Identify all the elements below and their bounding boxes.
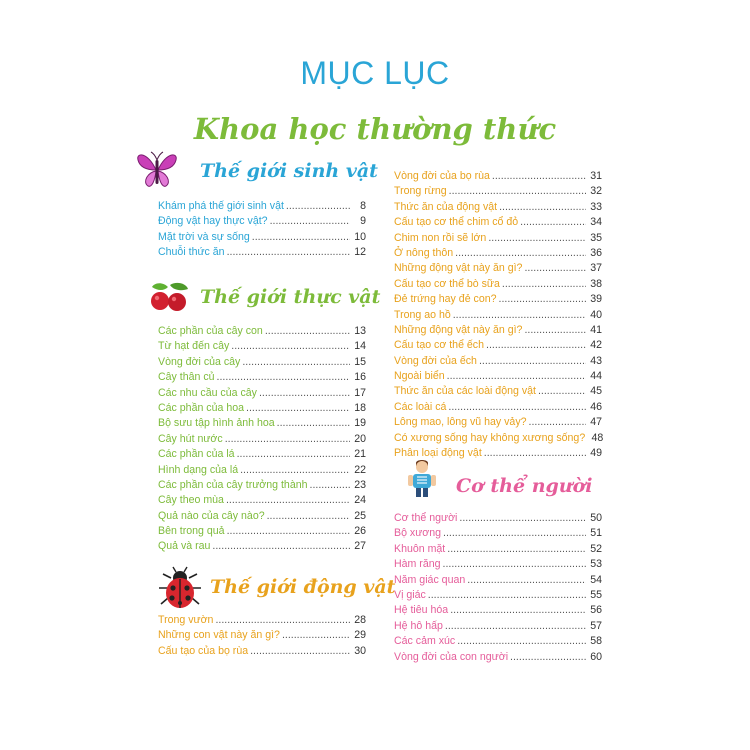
toc-leader-dots xyxy=(459,511,586,526)
toc-entry-page: 24 xyxy=(354,494,366,507)
toc-entry-label: Trong rừng xyxy=(394,185,447,198)
toc-leader-dots xyxy=(443,557,586,572)
toc-entry-page: 30 xyxy=(354,644,366,657)
toc-entry-page: 34 xyxy=(590,216,602,229)
toc-entry-label: Hệ tiêu hóa xyxy=(394,604,449,617)
toc-entry xyxy=(158,245,366,260)
toc-entry xyxy=(394,431,602,446)
toc-entry-page: 48 xyxy=(591,431,604,444)
toc-entry xyxy=(394,400,602,415)
toc-leader-dots xyxy=(467,573,586,588)
toc-entry-page: 57 xyxy=(590,619,602,632)
toc-entry xyxy=(158,355,366,370)
toc-entry-label: Cấu tạo của bọ rùa xyxy=(158,644,249,657)
toc-entry-page: 20 xyxy=(354,432,366,445)
section-heading-sinh-vat: Thế giới sinh vật xyxy=(200,160,378,182)
toc-entry-page: 17 xyxy=(354,386,366,399)
butterfly-icon xyxy=(134,150,180,190)
toc-entry-label: Những con vật này ăn gì? xyxy=(158,629,280,642)
toc-leader-dots xyxy=(237,447,350,462)
toc-entry xyxy=(158,432,366,447)
toc-entry-label: Động vật hay thực vật? xyxy=(158,215,268,228)
toc-leader-dots xyxy=(486,338,586,353)
toc-entry-label: Hình dạng của lá xyxy=(158,463,239,476)
toc-entry-page: 49 xyxy=(590,447,602,460)
toc-entry-page: 31 xyxy=(590,170,602,182)
toc-entry xyxy=(394,603,602,618)
toc-entry-page: 36 xyxy=(590,246,602,259)
toc-leader-dots xyxy=(225,432,350,447)
toc-entry-label: Hàm răng xyxy=(394,558,441,571)
toc-entry xyxy=(394,231,602,246)
toc-entry xyxy=(158,613,366,628)
toc-entry-page: 22 xyxy=(354,463,366,476)
toc-entry xyxy=(158,447,366,462)
toc-leader-dots xyxy=(538,384,586,399)
toc-entry-page: 12 xyxy=(354,246,366,259)
toc-entry xyxy=(394,246,602,261)
toc-entry-label: Khám phá thế giới sinh vật xyxy=(158,200,284,212)
toc-entry-label: Thức ăn của động vật xyxy=(394,200,498,213)
toc-entry xyxy=(158,386,366,401)
toc-leader-dots xyxy=(447,542,586,557)
toc-entry xyxy=(394,384,602,399)
toc-entry-page: 45 xyxy=(590,385,602,398)
toc-entry xyxy=(394,184,602,199)
human-body-icon xyxy=(404,458,440,498)
toc-entry-label: Chuỗi thức ăn xyxy=(158,246,225,259)
toc-entry-label: Ngoài biển xyxy=(394,370,445,383)
toc-entry-label: Chim non rồi sẽ lớn xyxy=(394,231,487,244)
toc-entry-page: 8 xyxy=(360,200,366,212)
toc-leader-dots xyxy=(267,509,350,524)
toc-leader-dots xyxy=(242,355,350,370)
toc-entry xyxy=(158,644,366,659)
toc-entry-page: 42 xyxy=(590,339,602,352)
toc-entry-page: 54 xyxy=(590,573,602,586)
ladybug-icon xyxy=(157,566,203,612)
toc-entry-page: 19 xyxy=(354,417,366,430)
toc-leader-dots xyxy=(240,463,350,478)
toc-entry xyxy=(158,493,366,508)
toc-entry xyxy=(394,588,602,603)
toc-leader-dots xyxy=(226,493,350,508)
toc-entry-label: Vị giác xyxy=(394,588,426,601)
toc-leader-dots xyxy=(265,324,350,339)
toc-entry-page: 33 xyxy=(590,200,602,213)
toc-entry-label: Khuôn mặt xyxy=(394,542,446,555)
toc-entry-label: Lông mao, lông vũ hay vảy? xyxy=(394,416,527,429)
toc-entry-label: Các phần của hoa xyxy=(158,401,244,414)
toc-leader-dots xyxy=(524,323,586,338)
toc-leader-dots xyxy=(457,634,586,649)
toc-leader-dots xyxy=(217,370,350,385)
toc-entry-page: 37 xyxy=(590,262,602,275)
toc-entry-page: 21 xyxy=(354,448,366,461)
toc-entry-page: 58 xyxy=(590,635,602,648)
toc-entry-label: Hệ hô hấp xyxy=(394,619,443,632)
toc-entry-page: 53 xyxy=(590,558,602,571)
toc-entry-label: Quả và rau xyxy=(158,540,211,553)
toc-leader-dots xyxy=(520,215,586,230)
toc-entry-label: Các phần của lá xyxy=(158,448,235,461)
toc-entry-page: 56 xyxy=(590,604,602,617)
toc-entry-label: Các loài cá xyxy=(394,400,447,413)
toc-leader-dots xyxy=(499,200,586,215)
toc-leader-dots xyxy=(450,603,586,618)
toc-leader-dots xyxy=(277,416,350,431)
toc-entry xyxy=(394,634,602,649)
toc-leader-dots xyxy=(502,277,586,292)
toc-entry-label: Vòng đời của con người xyxy=(394,650,509,663)
toc-entry-label: Vòng đời của cây xyxy=(158,355,241,368)
toc-entry-page: 28 xyxy=(354,614,366,626)
toc-entry xyxy=(394,338,602,353)
toc-list-sinh-vat xyxy=(158,199,366,261)
toc-leader-dots xyxy=(259,386,350,401)
toc-entry-label: Quả nào của cây nào? xyxy=(158,509,265,522)
toc-entry-page: 50 xyxy=(590,512,602,524)
toc-entry xyxy=(158,401,366,416)
toc-leader-dots xyxy=(529,415,586,430)
section-heading-dong-vat: Thế giới động vật xyxy=(210,576,396,598)
toc-entry-label: Các cảm xúc xyxy=(394,635,456,648)
section-heading-co-the-nguoi: Cơ thể người xyxy=(456,475,593,497)
toc-entry-label: Từ hạt đến cây xyxy=(158,340,230,353)
toc-leader-dots xyxy=(246,401,350,416)
toc-entry xyxy=(158,199,366,214)
toc-leader-dots xyxy=(510,650,586,665)
toc-entry-page: 9 xyxy=(360,215,366,228)
toc-entry-label: Những động vật này ăn gì? xyxy=(394,323,523,336)
toc-leader-dots xyxy=(453,308,586,323)
toc-leader-dots xyxy=(455,246,586,261)
toc-entry-page: 10 xyxy=(354,230,366,243)
toc-entry-page: 23 xyxy=(354,478,366,491)
toc-entry-label: Bộ xương xyxy=(394,527,442,540)
toc-entry-label: Trong ao hồ xyxy=(394,308,451,321)
toc-leader-dots xyxy=(484,446,586,461)
toc-entry-page: 52 xyxy=(590,542,602,555)
toc-entry xyxy=(394,650,602,665)
toc-entry-label: Các nhu cầu của cây xyxy=(158,386,257,399)
toc-entry-label: Cơ thể người xyxy=(394,512,458,524)
toc-entry xyxy=(394,323,602,338)
toc-leader-dots xyxy=(445,619,586,634)
toc-leader-dots xyxy=(488,231,586,246)
toc-entry-label: Vòng đời của bọ rùa xyxy=(394,170,490,182)
toc-entry-label: Ở nông thôn xyxy=(394,246,454,259)
toc-entry xyxy=(394,573,602,588)
toc-entry-label: Cấu tạo cơ thể chim cổ đỏ xyxy=(394,216,519,229)
toc-leader-dots xyxy=(448,400,586,415)
toc-entry-page: 13 xyxy=(354,325,366,337)
toc-entry-label: Mặt trời và sự sống xyxy=(158,230,250,243)
toc-leader-dots xyxy=(310,478,351,493)
toc-entry-label: Cây hút nước xyxy=(158,432,223,445)
toc-list-dong-vat-2 xyxy=(394,169,602,461)
toc-leader-dots xyxy=(524,261,586,276)
toc-entry-label: Các phần của cây trưởng thành xyxy=(158,478,308,491)
toc-leader-dots xyxy=(443,526,586,541)
toc-entry-page: 35 xyxy=(590,231,602,244)
toc-leader-dots xyxy=(492,169,586,184)
toc-leader-dots xyxy=(449,184,586,199)
toc-entry xyxy=(158,324,366,339)
toc-entry xyxy=(158,339,366,354)
toc-leader-dots xyxy=(252,230,350,245)
toc-leader-dots xyxy=(231,339,350,354)
toc-entry-page: 15 xyxy=(354,355,366,368)
toc-entry-page: 14 xyxy=(354,340,366,353)
toc-entry xyxy=(394,511,602,526)
toc-entry-label: Cấu tạo cơ thể ếch xyxy=(394,339,484,352)
toc-entry-page: 44 xyxy=(590,370,602,383)
toc-entry-label: Những động vật này ăn gì? xyxy=(394,262,523,275)
toc-entry xyxy=(158,628,366,643)
toc-leader-dots xyxy=(499,292,587,307)
toc-entry-page: 51 xyxy=(590,527,602,540)
toc-leader-dots xyxy=(227,245,350,260)
toc-entry-page: 60 xyxy=(590,650,602,663)
toc-entry-page: 39 xyxy=(590,293,602,306)
toc-entry xyxy=(394,557,602,572)
toc-entry-page: 41 xyxy=(590,323,602,336)
toc-entry-label: Thức ăn của các loài động vật xyxy=(394,385,536,398)
toc-entry-label: Các phần của cây con xyxy=(158,325,263,337)
toc-entry-label: Cấu tạo cơ thể bò sữa xyxy=(394,277,500,290)
toc-entry xyxy=(158,509,366,524)
toc-entry xyxy=(394,542,602,557)
toc-entry-page: 25 xyxy=(354,509,366,522)
toc-entry xyxy=(394,308,602,323)
toc-entry xyxy=(394,215,602,230)
toc-leader-dots xyxy=(282,628,350,643)
toc-entry-label: Cây thân củ xyxy=(158,371,215,384)
toc-leader-dots xyxy=(250,644,350,659)
toc-leader-dots xyxy=(479,354,586,369)
toc-entry xyxy=(158,524,366,539)
toc-entry-page: 46 xyxy=(590,400,602,413)
page-subtitle: Khoa học thường thức xyxy=(193,112,557,146)
toc-entry xyxy=(394,169,602,184)
toc-leader-dots xyxy=(447,369,586,384)
toc-entry xyxy=(158,539,366,554)
toc-entry xyxy=(158,463,366,478)
toc-entry-page: 18 xyxy=(354,401,366,414)
toc-entry xyxy=(394,369,602,384)
toc-entry-page: 32 xyxy=(590,185,602,198)
toc-entry-page: 38 xyxy=(590,277,602,290)
toc-entry xyxy=(158,214,366,229)
toc-entry xyxy=(158,230,366,245)
toc-entry xyxy=(394,277,602,292)
berries-icon xyxy=(148,281,190,313)
toc-entry-label: Cây theo mùa xyxy=(158,494,224,507)
toc-leader-dots xyxy=(227,524,350,539)
toc-entry xyxy=(394,619,602,634)
toc-entry xyxy=(158,478,366,493)
toc-entry-label: Vòng đời của ếch xyxy=(394,354,477,367)
toc-entry xyxy=(394,354,602,369)
toc-entry-label: Trong vườn xyxy=(158,614,214,626)
toc-entry xyxy=(394,526,602,541)
toc-entry-page: 26 xyxy=(354,525,366,538)
toc-entry-page: 27 xyxy=(354,540,366,553)
toc-entry xyxy=(158,416,366,431)
toc-entry-page: 40 xyxy=(590,308,602,321)
toc-entry-page: 29 xyxy=(354,629,366,642)
toc-entry xyxy=(158,370,366,385)
toc-entry-page: 47 xyxy=(590,416,602,429)
toc-leader-dots xyxy=(212,539,350,554)
toc-entry-label: Bên trong quả xyxy=(158,525,225,538)
toc-list-thuc-vat xyxy=(158,324,366,555)
toc-entry xyxy=(394,200,602,215)
toc-entry-label: Năm giác quan xyxy=(394,573,466,586)
toc-entry xyxy=(394,415,602,430)
toc-entry xyxy=(394,292,602,307)
toc-entry-page: 55 xyxy=(590,588,602,601)
toc-entry-label: Đẻ trứng hay đẻ con? xyxy=(394,293,497,306)
toc-entry-page: 43 xyxy=(590,354,602,367)
page-title: MỤC LỤC xyxy=(300,55,450,91)
toc-leader-dots xyxy=(286,199,350,214)
toc-entry-label: Có xương sống hay không xương sống? xyxy=(394,431,586,444)
toc-list-co-the-nguoi xyxy=(394,511,602,665)
section-heading-thuc-vat: Thế giới thực vật xyxy=(200,286,381,308)
toc-leader-dots xyxy=(428,588,586,603)
toc-entry-page: 16 xyxy=(354,371,366,384)
toc-entry-label: Phân loại động vật xyxy=(394,447,482,460)
toc-entry xyxy=(394,261,602,276)
toc-leader-dots xyxy=(215,613,350,628)
toc-leader-dots xyxy=(270,214,350,229)
toc-list-dong-vat-1 xyxy=(158,613,366,659)
toc-entry-label: Bộ sưu tập hình ảnh hoa xyxy=(158,417,275,430)
